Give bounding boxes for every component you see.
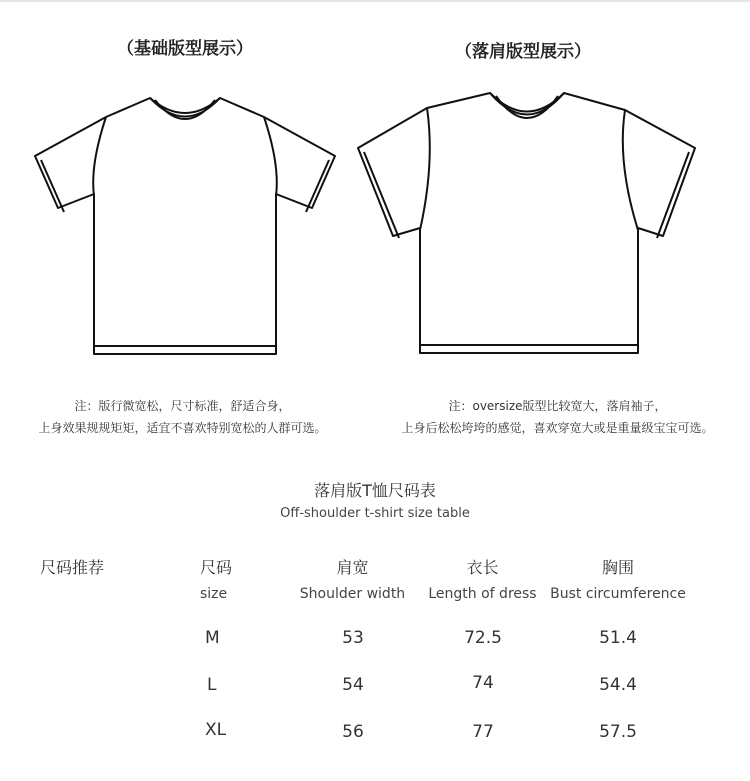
table-row-shoulder: 54: [342, 675, 364, 695]
basic-tshirt-illustration: [30, 80, 340, 370]
basic-fit-title: （基础版型展示）: [117, 39, 253, 59]
table-row-size: M: [205, 628, 220, 648]
size-recommend-label: 尺码推荐: [40, 558, 105, 577]
table-row-shoulder: 53: [342, 628, 364, 648]
drop-shoulder-tshirt-illustration: [355, 88, 700, 358]
basic-fit-note: [0, 395, 365, 439]
top-divider: [0, 0, 750, 2]
column-header-shoulder-cn: 肩宽: [336, 558, 369, 577]
column-header-size: [200, 555, 240, 602]
table-row-size: L: [207, 675, 217, 695]
column-header-length-en: Length of dress: [428, 586, 537, 602]
drop-shoulder-note-line2: 上身后松松垮垮的感觉，喜欢穿宽大或是重量级宝宝可选。: [401, 421, 714, 435]
size-table-title: 落肩版T恤尺码表: [314, 481, 436, 500]
table-row-length: 77: [472, 722, 494, 742]
column-header-size-en: size: [200, 586, 228, 602]
basic-fit-note-line2: 上身效果规规矩矩，适宜不喜欢特别宽松的人群可选。: [38, 421, 327, 435]
table-row-bust: 57.5: [599, 722, 637, 742]
column-header-shoulder: [290, 555, 415, 602]
column-header-length: [420, 555, 545, 602]
column-header-length-cn: 衣长: [466, 558, 499, 577]
table-row-length: 72.5: [464, 628, 502, 648]
table-row-bust: 51.4: [599, 628, 637, 648]
column-header-bust: [548, 555, 688, 602]
table-row-size: XL: [205, 720, 227, 740]
column-header-bust-cn: 胸围: [601, 558, 634, 577]
table-row-shoulder: 56: [342, 722, 364, 742]
column-header-shoulder-en: Shoulder width: [299, 586, 406, 602]
column-header-size-cn: 尺码: [200, 558, 233, 577]
drop-shoulder-note: [365, 395, 750, 439]
table-row-bust: 54.4: [599, 675, 637, 695]
column-header-bust-en: Bust circumference: [550, 586, 686, 602]
table-row-length: 74: [472, 673, 494, 693]
drop-shoulder-note-line1: 注：oversize版型比较宽大，落肩袖子，: [448, 399, 667, 413]
size-table-subtitle: Off-shoulder t-shirt size table: [280, 506, 470, 521]
basic-fit-note-line1: 注：版行微宽松，尺寸标准，舒适合身，: [74, 399, 291, 413]
drop-shoulder-title: （落肩版型展示）: [455, 42, 591, 62]
